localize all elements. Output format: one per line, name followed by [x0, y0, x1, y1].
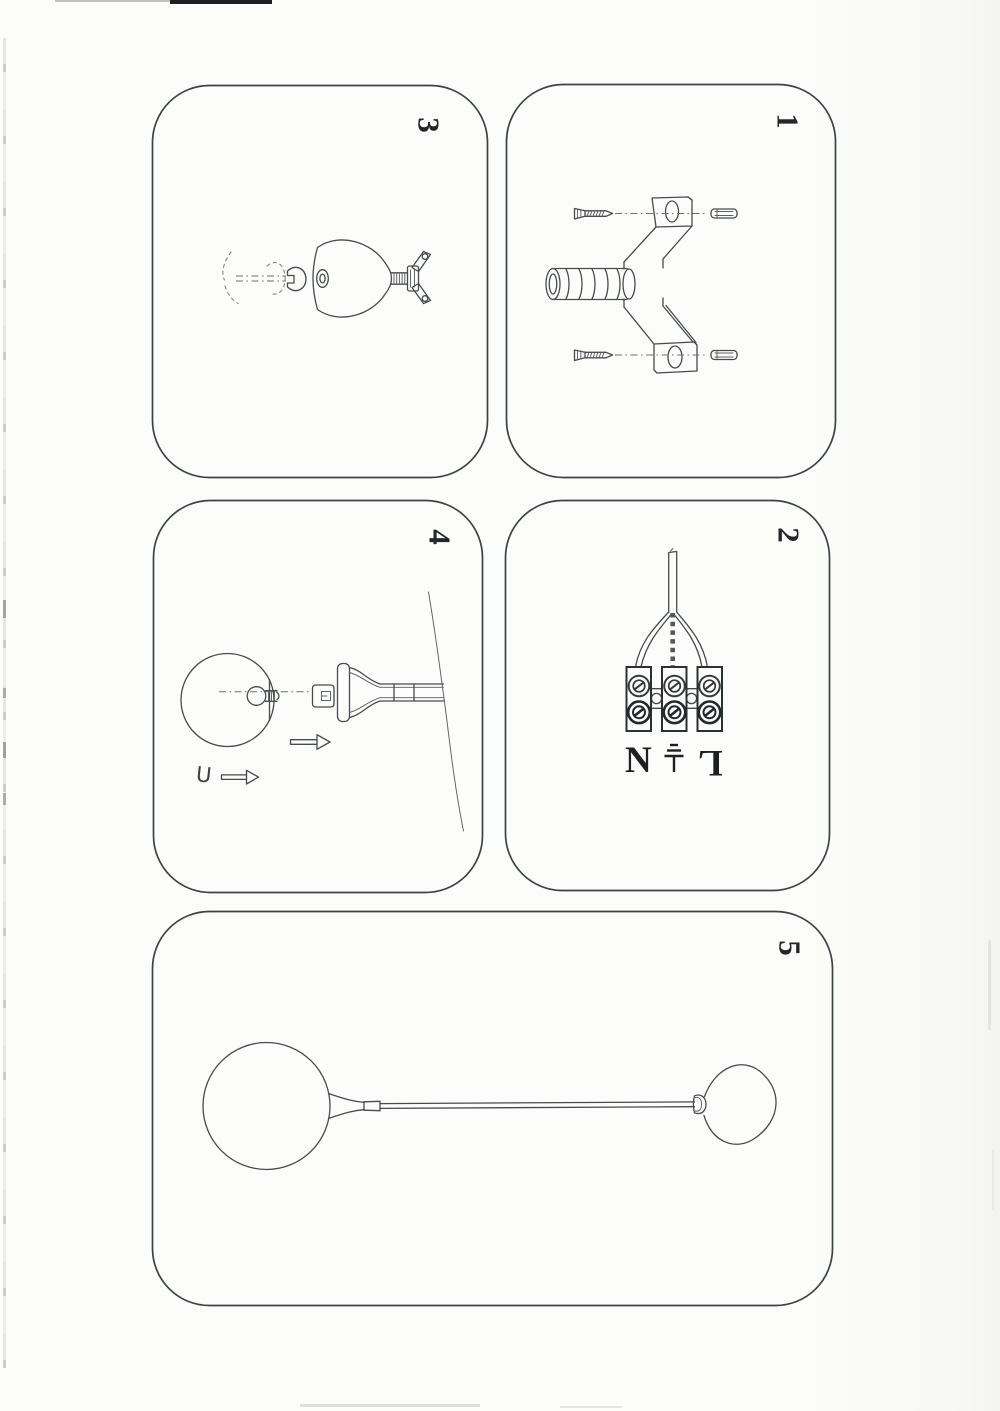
neck-icon [329, 1094, 381, 1119]
socket-dome-icon [693, 1095, 706, 1113]
wall-plug-icon-top [711, 209, 737, 218]
panel-outline-step1 [507, 85, 836, 478]
globe-icon [203, 1043, 330, 1170]
earth-symbol-icon [663, 742, 685, 774]
shade-profile-curve [429, 592, 464, 831]
strain-relief-cap-icon [288, 267, 307, 290]
panel-outline-step4 [154, 501, 483, 893]
wire-right-icon [674, 612, 708, 667]
step-number-5: 5 [772, 940, 808, 956]
step4-globe-socket-drawing [181, 592, 464, 831]
wire-left-icon [636, 612, 672, 667]
canopy-cone-icon [704, 1065, 776, 1144]
wing-nut-icon [408, 252, 431, 304]
step-number-3: 3 [411, 117, 447, 133]
step5-assembled-lamp-drawing [203, 1043, 776, 1170]
step-number-4: 4 [422, 529, 458, 545]
ghost-bracket-outline-2 [225, 286, 238, 304]
ghost-bracket-outline [223, 252, 231, 280]
insert-arrow-icon [291, 735, 331, 750]
step-number-1: 1 [770, 113, 806, 129]
rotate-arrow-icon [222, 770, 259, 784]
mains-cable-icon [669, 549, 677, 613]
screw-icon-top [575, 209, 613, 220]
canopy-center-line [236, 276, 286, 281]
wall-plug-icon-bottom [711, 351, 737, 360]
canopy-bell-icon [313, 240, 392, 317]
terminal-label-neutral: N [625, 740, 652, 781]
step-number-2: 2 [771, 527, 807, 543]
rod-icon [380, 1102, 695, 1109]
threaded-tube-icon [546, 269, 635, 300]
screw-icon-bottom [575, 350, 613, 361]
terminal-label-live: L [698, 742, 723, 783]
step2-terminal-block-drawing [627, 549, 723, 732]
step3-canopy-drawing [223, 240, 431, 317]
ghost-cap-outline [267, 263, 285, 295]
lamp-holder-icon [313, 664, 381, 722]
stem-rod-icon [380, 684, 444, 701]
threaded-stud-icon [392, 273, 408, 284]
step1-wall-bracket-drawing [546, 197, 737, 373]
panel-outline-step5 [153, 912, 833, 1306]
globe-shade-icon [181, 654, 274, 747]
rotation-mark-label: U [194, 762, 213, 788]
